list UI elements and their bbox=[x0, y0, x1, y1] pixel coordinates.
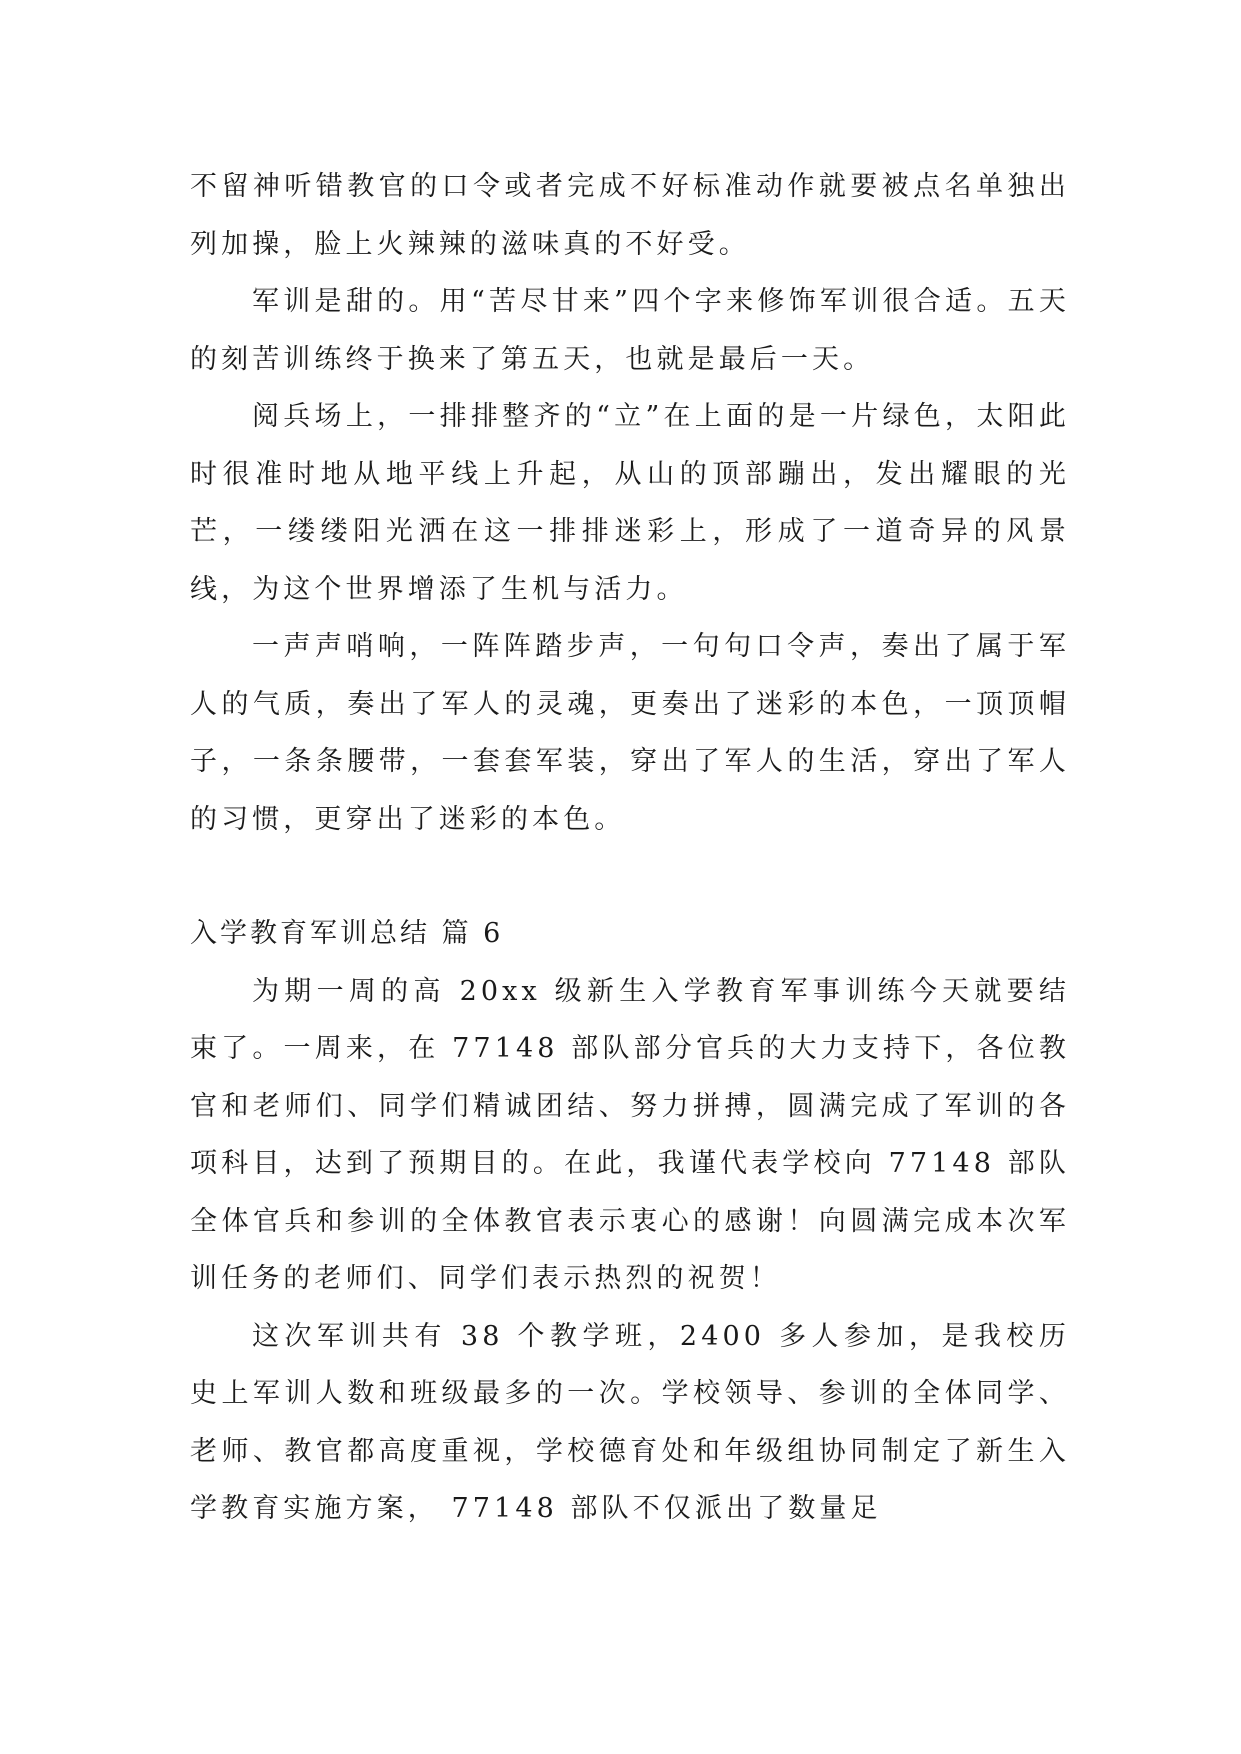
paragraph-classes: 这次军训共有 38 个教学班，2400 多人参加，是我校历史上军训人数和班级最多的一次。学校领导、参训的全体同学、老师、教官都高度重视，学校德育处和年级组协同制定了新生入学教育实施方案， 77148 部队不仅派出了数量足 bbox=[190, 1320, 1070, 1524]
paragraph-continued: 不留神听错教官的口令或者完成不好标准动作就要被点名单独出列加操，脸上火辣辣的滋味真的不好受。 bbox=[190, 171, 1070, 260]
paragraph-sweet: 军训是甜的。用“苦尽甘来”四个字来修饰军训很合适。五天的刻苦训练终于换来了第五天，也就是最后一天。 bbox=[190, 286, 1070, 375]
paragraph-parade-ground: 阅兵场上，一排排整齐的“立”在上面的是一片绿色，太阳此时很准时地从地平线上升起，从山的顶部蹦出，发出耀眼的光芒，一缕缕阳光洒在这一排排迷彩上，形成了一道奇异的风景线，为这个世界增添了生机与活力。 bbox=[190, 401, 1070, 605]
document-page bbox=[190, 158, 1070, 1538]
paragraph-week-training: 为期一周的高 20xx 级新生入学教育军事训练今天就要结束了。一周来，在 77148 部队部分官兵的大力支持下，各位教官和老师们、同学们精诚团结、努力拼搏，圆满完成了军训的各项科目，达到了预期目的。在此，我谨代表学校向 77148 部队全体官兵和参训的全体教官表示衷心的感谢！向圆满完成本次军训任务的老师们、同学们表示热烈的祝贺！ bbox=[190, 975, 1070, 1294]
section-heading: 入学教育军训总结 篇 6 bbox=[190, 918, 504, 949]
paragraph-whistles: 一声声哨响，一阵阵踏步声，一句句口令声，奏出了属于军人的气质，奏出了军人的灵魂，更奏出了迷彩的本色，一顶顶帽子，一条条腰带，一套套军装，穿出了军人的生活，穿出了军人的习惯，更穿出了迷彩的本色。 bbox=[190, 631, 1070, 835]
